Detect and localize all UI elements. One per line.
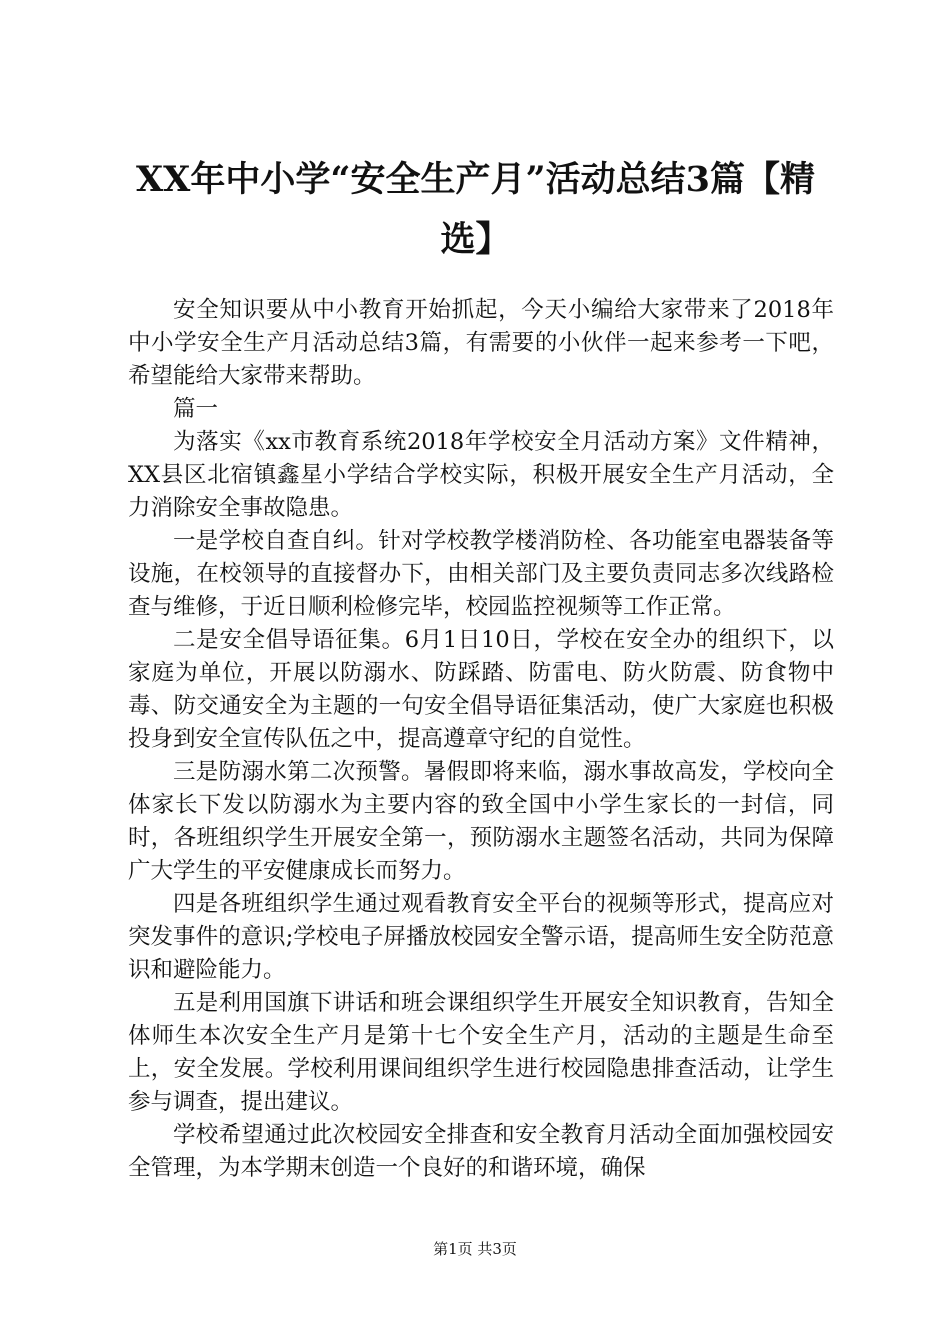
document-title: XX年中小学“安全生产月”活动总结3篇【精选】 bbox=[136, 159, 815, 260]
section-heading: 篇一 bbox=[173, 396, 219, 422]
page-number-footer: 第1页 共3页 bbox=[433, 1240, 517, 1258]
paragraph-intro: 安全知识要从中小教育开始抓起，今天小编给大家带来了2018年中小学安全生产月活动总结3篇，有需要的小伙伴一起来参考一下吧，希望能给大家带来帮助。 bbox=[128, 297, 834, 389]
document-body bbox=[128, 294, 834, 1185]
paragraph: 为落实《xx市教育系统2018年学校安全月活动方案》文件精神，XX县区北宿镇鑫星小学结合学校实际，积极开展安全生产月活动，全力消除安全事故隐患。 bbox=[128, 429, 834, 521]
paragraph: 三是防溺水第二次预警。暑假即将来临，溺水事故高发，学校向全体家长下发以防溺水为主要内容的致全国中小学生家长的一封信，同时，各班组织学生开展安全第一，预防溺水主题签名活动，共同为保障广大学生的平安健康成长而努力。 bbox=[128, 759, 834, 884]
paragraph: 四是各班组织学生通过观看教育安全平台的视频等形式，提高应对突发事件的意识;学校电子屏播放校园安全警示语，提高师生安全防范意识和避险能力。 bbox=[128, 891, 834, 983]
paragraph: 二是安全倡导语征集。6月1日10日，学校在安全办的组织下，以家庭为单位，开展以防溺水、防踩踏、防雷电、防火防震、防食物中毒、防交通安全为主题的一句安全倡导语征集活动，使广大家庭也积极投身到安全宣传队伍之中，提高遵章守纪的自觉性。 bbox=[128, 627, 834, 752]
paragraph: 五是利用国旗下讲话和班会课组织学生开展安全知识教育，告知全体师生本次安全生产月是第十七个安全生产月，活动的主题是生命至上，安全发展。学校利用课间组织学生进行校园隐患排查活动，让学生参与调查，提出建议。 bbox=[128, 990, 834, 1115]
paragraph: 学校希望通过此次校园安全排查和安全教育月活动全面加强校园安全管理，为本学期末创造一个良好的和谐环境，确保 bbox=[128, 1122, 834, 1181]
paragraph: 一是学校自查自纠。针对学校教学楼消防栓、各功能室电器装备等设施，在校领导的直接督办下，由相关部门及主要负责同志多次线路检查与维修，于近日顺利检修完毕，校园监控视频等工作正常。 bbox=[128, 528, 834, 620]
